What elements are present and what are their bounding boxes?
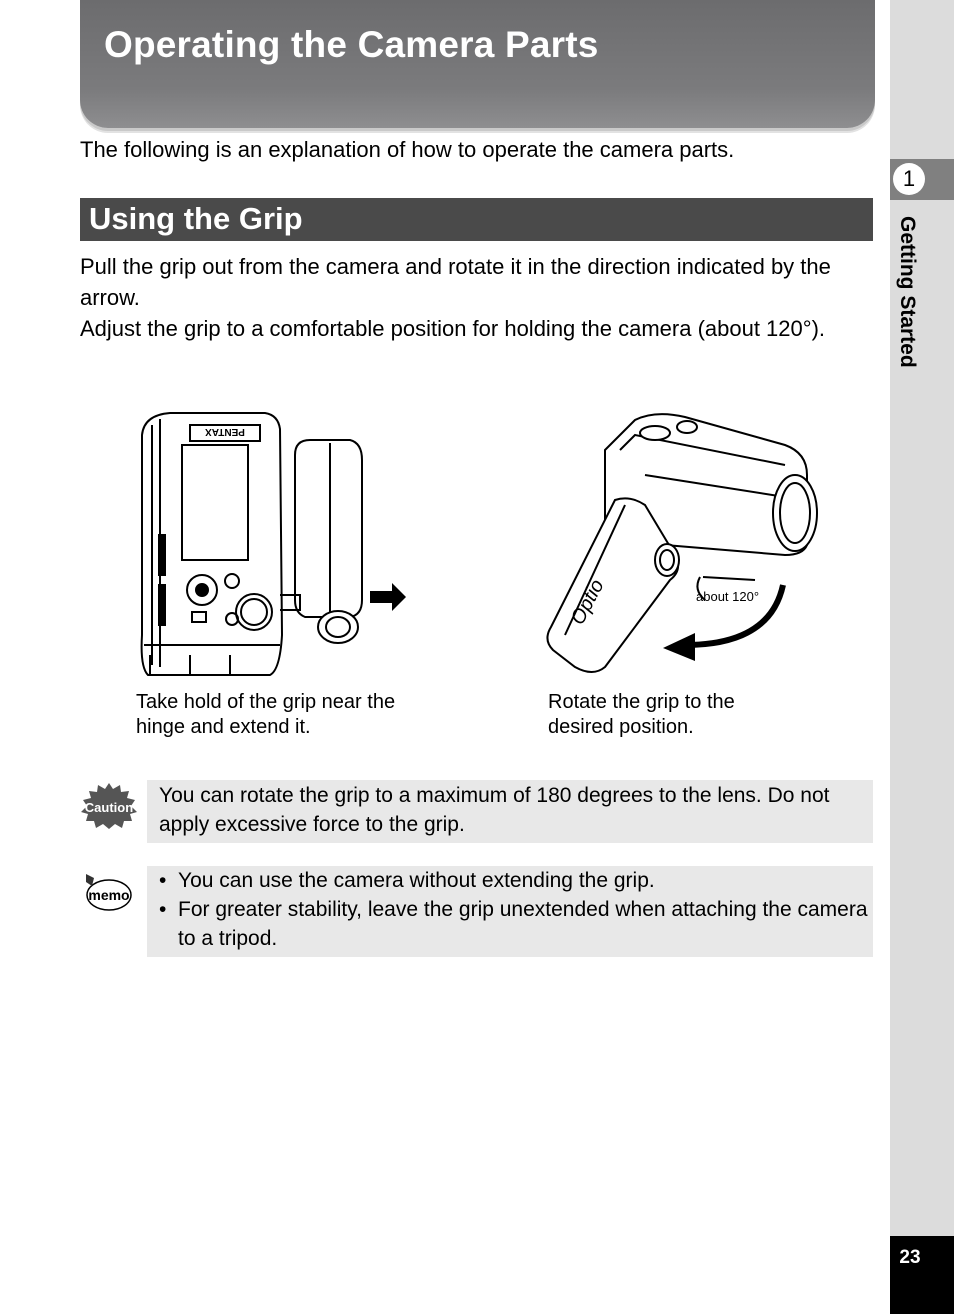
page-title: Operating the Camera Parts: [104, 24, 599, 65]
body-paragraph-2: Adjust the grip to a comfortable position for holding the camera (about 120°).: [80, 316, 826, 341]
caption-left: [136, 690, 456, 740]
caption-left-line-1: Take hold of the grip near the: [136, 691, 396, 713]
svg-text:Caution: Caution: [84, 800, 134, 815]
caption-right: [548, 690, 868, 740]
caution-box: [147, 780, 873, 843]
camera-grip-extend-illustration: [130, 405, 420, 680]
memo-item-1: • You can use the camera without extending the grip.: [159, 866, 873, 895]
intro-text: The following is an explanation of how to operate the camera parts.: [80, 137, 735, 162]
section-body: [80, 251, 875, 344]
brand-label-left: PENTAX: [205, 426, 245, 437]
title-banner: [80, 0, 875, 128]
brand-label-right: Optio: [566, 575, 609, 629]
caption-right-line-2: desired position.: [548, 716, 694, 738]
angle-label: about 120°: [696, 589, 760, 604]
camera-grip-rotate-illustration: [545, 405, 825, 680]
memo-box: [147, 866, 873, 957]
caution-icon: [80, 783, 138, 829]
svg-text:memo: memo: [88, 887, 130, 903]
caption-right-line-1: Rotate the grip to the: [548, 691, 735, 713]
caution-text: You can rotate the grip to a maximum of 180 degrees to the lens. Do not apply excessive force to the grip.: [159, 784, 830, 836]
memo-item-2: • For greater stability, leave the grip unextended when attaching the camera to a tripod.: [159, 895, 873, 953]
body-paragraph-1: Pull the grip out from the camera and rotate it in the direction indicated by the arrow.: [80, 254, 831, 310]
section-heading: Using the Grip: [89, 201, 303, 236]
caption-left-line-2: hinge and extend it.: [136, 716, 311, 738]
memo-icon: [82, 872, 132, 914]
page-number-box: [890, 1236, 954, 1314]
section-heading-bar: [80, 198, 873, 241]
chapter-title: Getting Started: [896, 216, 919, 368]
memo-list: [159, 866, 873, 953]
page-number: 23: [899, 1247, 921, 1268]
chapter-number: 1: [893, 163, 925, 195]
